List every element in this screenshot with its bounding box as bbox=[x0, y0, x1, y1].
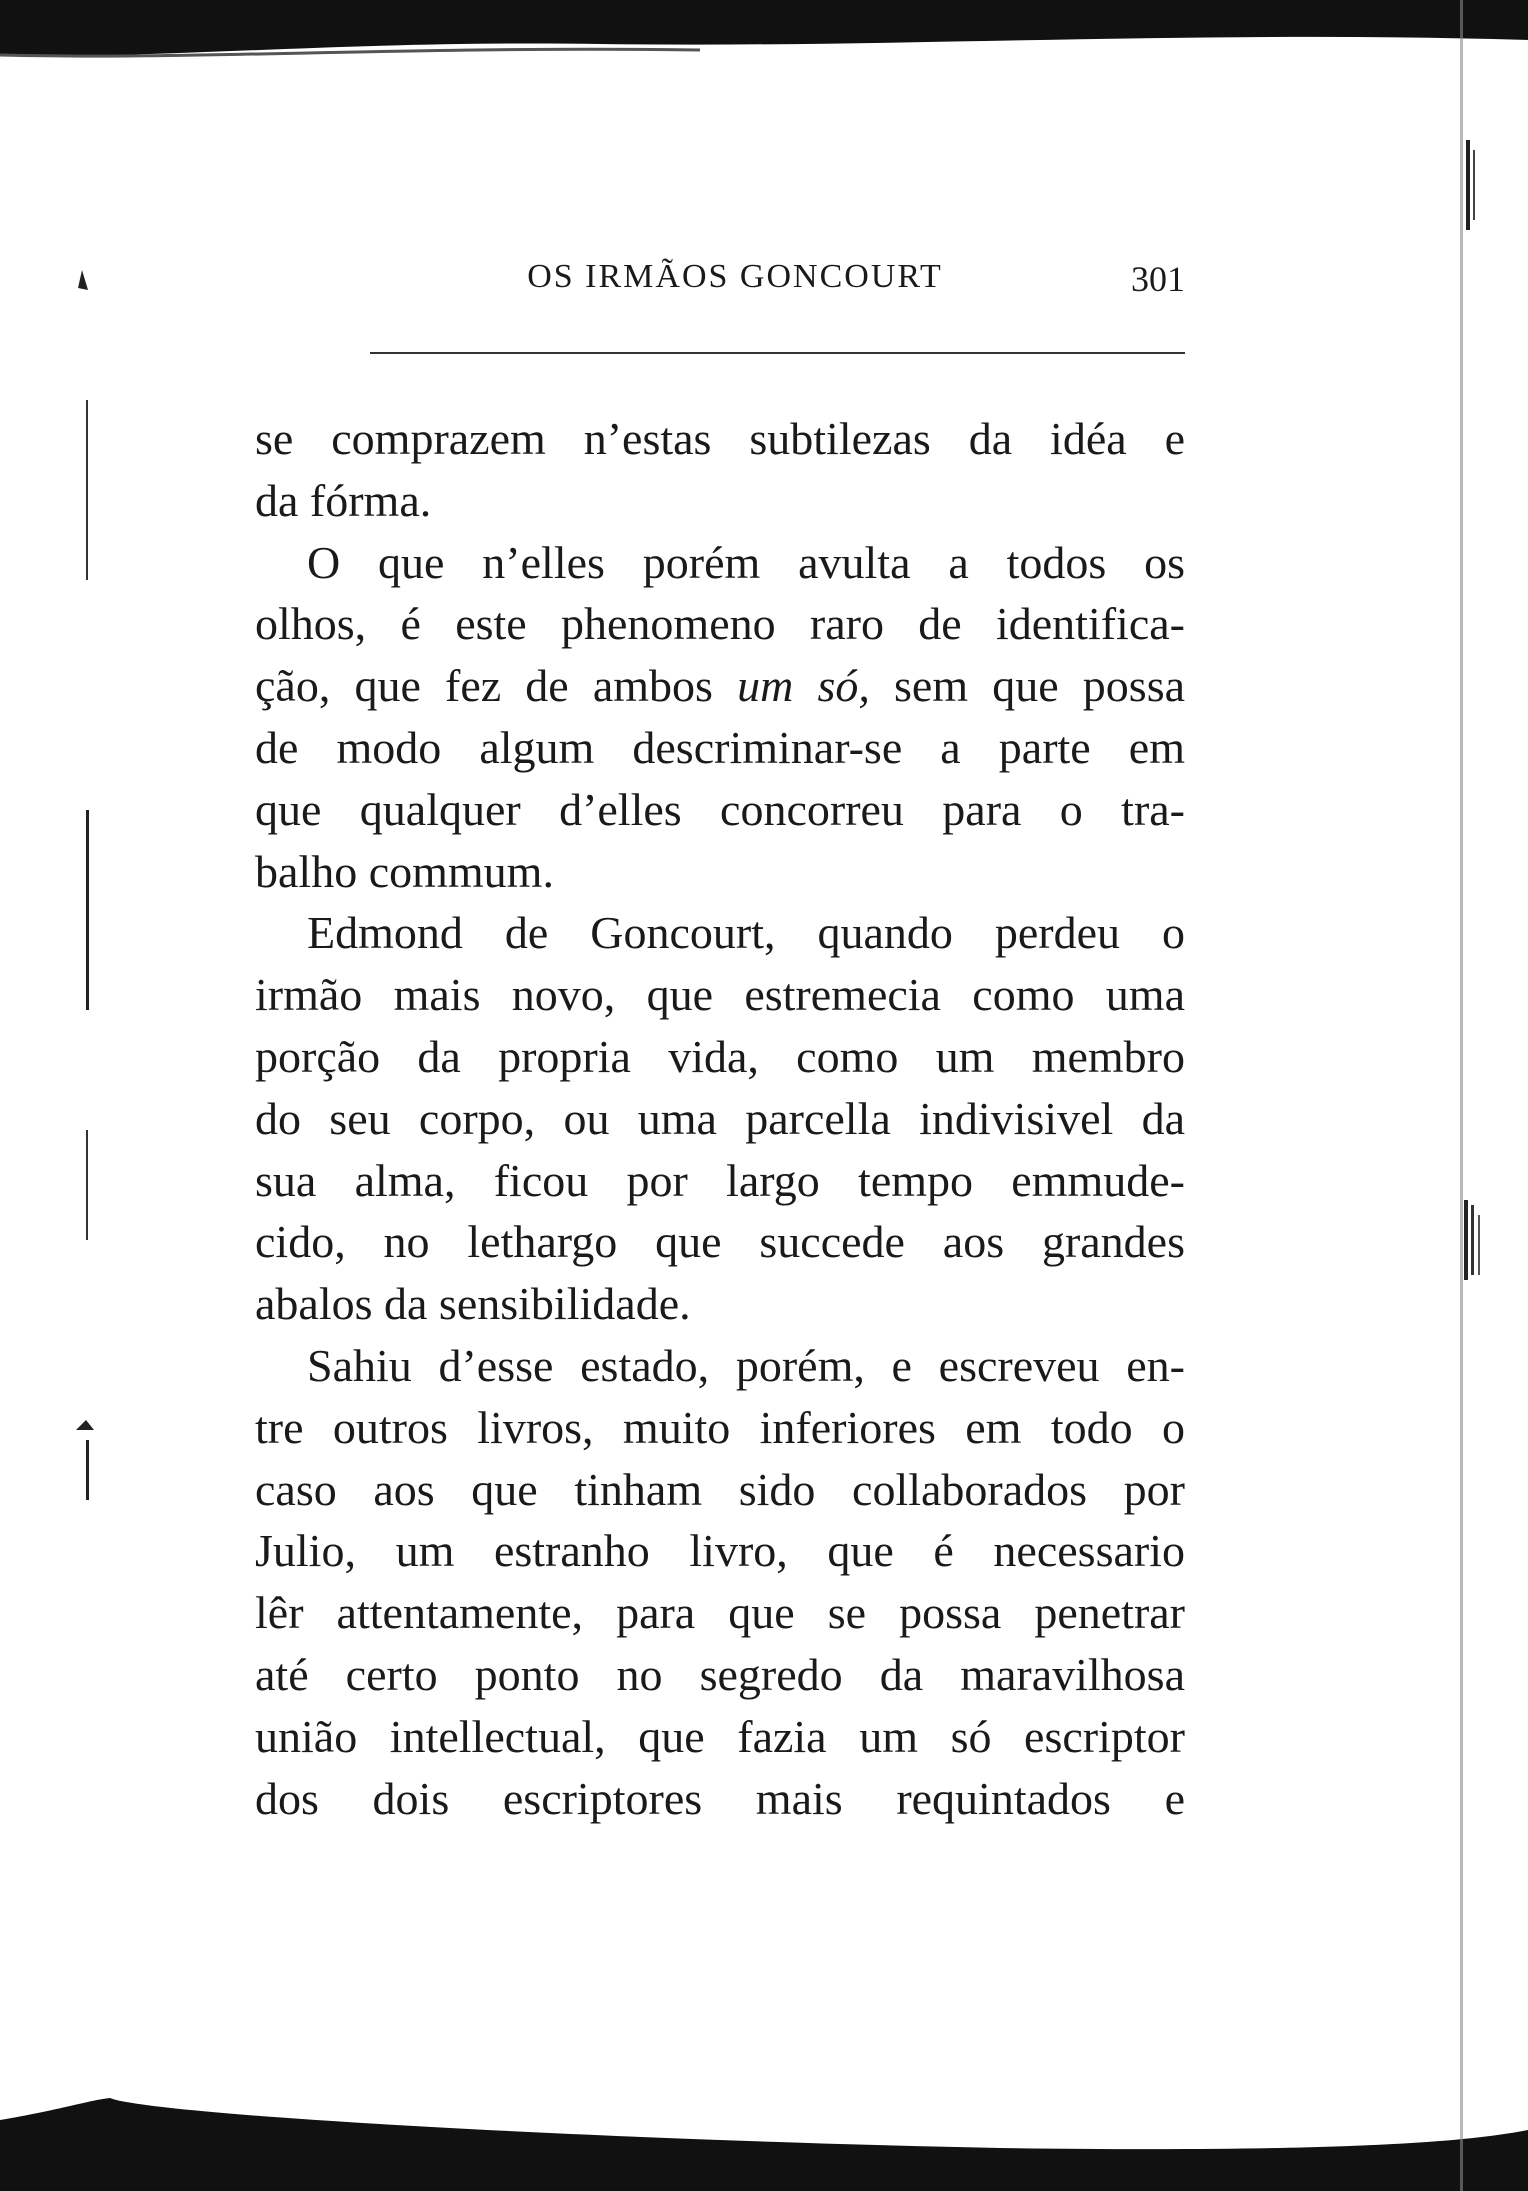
text-segment: ção, que fez de ambos bbox=[255, 660, 713, 712]
running-title: OS IRMÃOS GONCOURT bbox=[527, 258, 943, 295]
header-rule bbox=[370, 352, 1185, 354]
text-line: Julio, um estranho livro, que é necessario bbox=[255, 1525, 1185, 1577]
scan-right-edge bbox=[1440, 0, 1528, 2191]
text-line: olhos, é este phenomeno raro de identifica- bbox=[255, 598, 1185, 650]
text-line: dos dois escriptores mais requintados e bbox=[255, 1772, 1185, 1824]
scan-bottom-edge bbox=[0, 2060, 1528, 2191]
text-line: Sahiu d’esse estado, porém, e escreveu en- bbox=[307, 1339, 1185, 1391]
scan-left-marks bbox=[50, 250, 110, 1850]
text-line: abalos da sensibilidade. bbox=[255, 1278, 691, 1330]
text-line: que qualquer d’elles concorreu para o tra- bbox=[255, 783, 1185, 835]
text-line: união intellectual, que fazia um só escriptor bbox=[255, 1710, 1185, 1762]
text-line: Edmond de Goncourt, quando perdeu o bbox=[307, 907, 1185, 959]
text-line: se comprazem n’estas subtilezas da idéa e bbox=[255, 413, 1185, 464]
text-line: porção da propria vida, como um membro bbox=[255, 1030, 1185, 1082]
text-line: irmão mais novo, que estremecia como uma bbox=[255, 969, 1185, 1021]
page-number: 301 bbox=[1131, 259, 1185, 299]
text-line: tre outros livros, muito inferiores em todo o bbox=[255, 1401, 1185, 1453]
text-line: cido, no lethargo que succede aos grandes bbox=[255, 1216, 1185, 1268]
text-line: O que n’elles porém avulta a todos os bbox=[307, 536, 1185, 588]
text-line: até certo ponto no segredo da maravilhosa bbox=[255, 1648, 1185, 1700]
text-line: do seu corpo, ou uma parcella indivisivel da bbox=[255, 1092, 1185, 1144]
text-line: da fórma. bbox=[255, 474, 432, 526]
text-line: balho commum. bbox=[255, 845, 554, 897]
text-segment: sem que possa bbox=[894, 660, 1186, 712]
text-line: lêr attentamente, para que se possa penetrar bbox=[255, 1587, 1185, 1639]
text-line: de modo algum descriminar-se a parte em bbox=[255, 721, 1185, 773]
scan-top-edge bbox=[0, 0, 1528, 70]
text-line: caso aos que tinham sido collaborados por bbox=[255, 1463, 1185, 1515]
body-text bbox=[255, 408, 1185, 1829]
italic-phrase: um só, bbox=[737, 660, 870, 712]
running-head bbox=[255, 258, 1185, 308]
text-line: sua alma, ficou por largo tempo emmude- bbox=[255, 1154, 1185, 1206]
text-line bbox=[255, 655, 1185, 717]
